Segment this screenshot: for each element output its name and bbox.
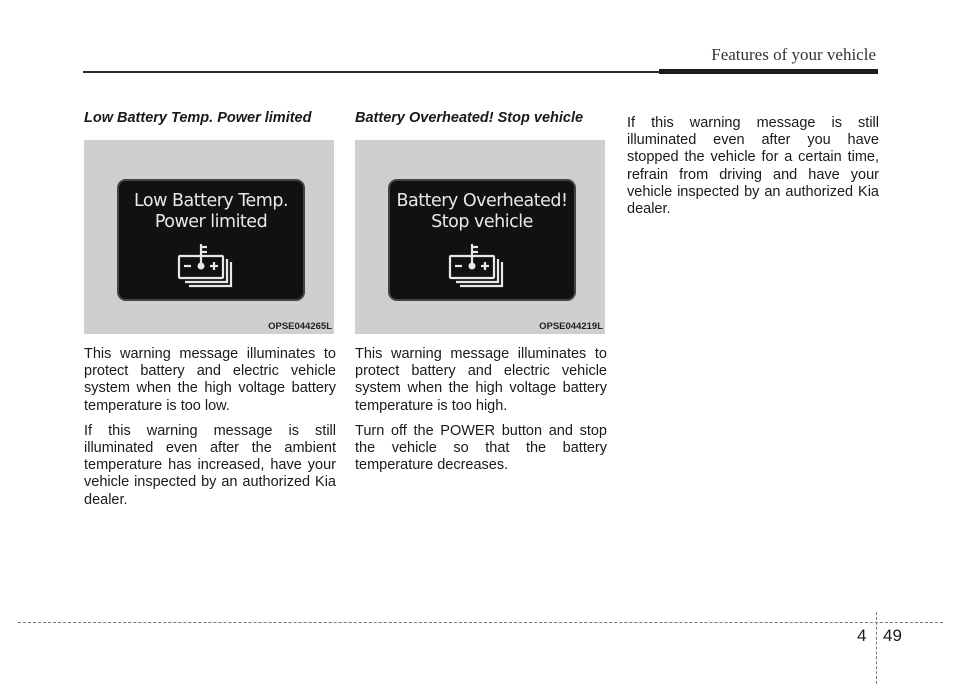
display-line-2: Stop vehicle: [431, 212, 533, 232]
column-low-battery-temp: [84, 110, 336, 509]
figure-code: OPSE044265L: [268, 321, 332, 332]
warning-figure: [84, 140, 334, 334]
page-header-title: Features of your vehicle: [711, 45, 876, 64]
body-paragraph: This warning message illuminates to protect battery and electric vehicle system when the high voltage battery temperature is too high.: [355, 346, 607, 414]
warning-figure: [355, 140, 605, 334]
body-paragraph: If this warning message is still illuminated even after the ambient temperature has increased, have your vehicle inspected by an authorized Kia dealer.: [84, 422, 336, 508]
display-line-2: Power limited: [154, 212, 268, 232]
column-continued: [627, 115, 879, 218]
cluster-display: [117, 179, 305, 301]
chapter-number: 4: [857, 626, 867, 645]
body-paragraph: If this warning message is still illuminated even after you have stopped the vehicle for a certain time, refrain from driving and have your vehicle inspected by an authorized Kia dealer.: [627, 115, 879, 218]
page-number: 49: [883, 626, 902, 645]
header-rule-accent: [659, 69, 878, 74]
footer-rule: [18, 622, 943, 623]
battery-temperature-icon: [448, 242, 514, 295]
column-battery-overheated: [355, 110, 607, 474]
display-line-1: Low Battery Temp.: [133, 191, 289, 211]
footer-divider: [876, 612, 877, 684]
section-heading: Battery Overheated! Stop vehicle: [355, 110, 584, 126]
body-paragraph: This warning message illuminates to protect battery and electric vehicle system when the high voltage battery temperature is too low.: [84, 346, 336, 414]
cluster-display: [388, 179, 576, 301]
display-line-1: Battery Overheated!: [396, 191, 568, 211]
battery-temperature-icon: [177, 242, 243, 295]
body-paragraph: Turn off the POWER button and stop the vehicle so that the battery temperature decreases.: [355, 422, 607, 474]
section-heading: Low Battery Temp. Power limited: [84, 110, 312, 126]
figure-code: OPSE044219L: [539, 321, 603, 332]
